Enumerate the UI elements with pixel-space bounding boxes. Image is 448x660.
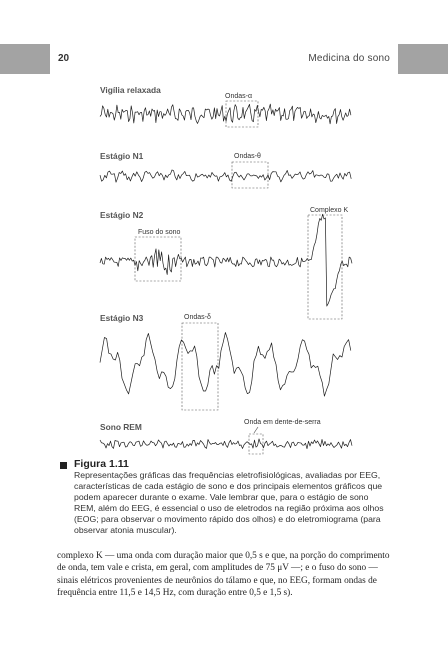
annotation-sawtooth: Onda em dente-de-serra xyxy=(244,419,321,426)
stage-label-wake: Vigília relaxada xyxy=(100,85,161,95)
sawtooth-pointer xyxy=(254,427,258,433)
stage-label-n1: Estágio N1 xyxy=(100,151,144,161)
body-paragraph: complexo K — uma onda com duração maior que 0,5 s e que, na porção do comprimento de onda, tem vale e crista, em geral, com amplitudes de 75 μV —; e o fuso do sono — sinais elétricos provenientes de neurônios do tálamo e que, no EEG, formam ondas de frequência entre 11,5 e 14,5 Hz, com duração entre 0,5 e 1,5 s). xyxy=(57,551,390,599)
page-number: 20 xyxy=(58,53,70,64)
annotation-k-complex: Complexo K xyxy=(310,207,349,214)
figure-caption: Representações gráficas das frequências eletrofisiológicas, avaliadas por EEG, características de cada estágio de sono e dos principais elementos gráficos que podem aparecer durante o exame. Vale lembrar que, para o estágio de sono REM, além do EEG, é essencial o uso de eletrodos na região próxima aos olhos (EOG; para observar o movimento rápido dos olhos) e do eletromiograma (para observar atonia muscular). xyxy=(74,470,384,535)
annotation-alpha: Ondas-α xyxy=(225,93,253,100)
eeg-trace-wake xyxy=(100,104,351,124)
figure-marker-icon xyxy=(60,462,67,469)
annotation-delta: Ondas-δ xyxy=(184,314,211,321)
eeg-trace-rem xyxy=(100,439,352,449)
k-complex-box xyxy=(308,215,342,319)
eeg-trace-n1 xyxy=(100,170,351,182)
stage-label-n2: Estágio N2 xyxy=(100,210,144,220)
stage-label-n3: Estágio N3 xyxy=(100,313,144,323)
stage-label-rem: Sono REM xyxy=(100,422,142,432)
annotation-spindle: Fuso do sono xyxy=(138,229,181,236)
annotation-theta: Ondas-θ xyxy=(234,153,261,160)
eeg-trace-n2 xyxy=(100,214,352,306)
running-head: Medicina do sono xyxy=(308,53,390,64)
figure-title: Figura 1.11 xyxy=(74,458,129,470)
eeg-trace-n3 xyxy=(100,333,351,397)
